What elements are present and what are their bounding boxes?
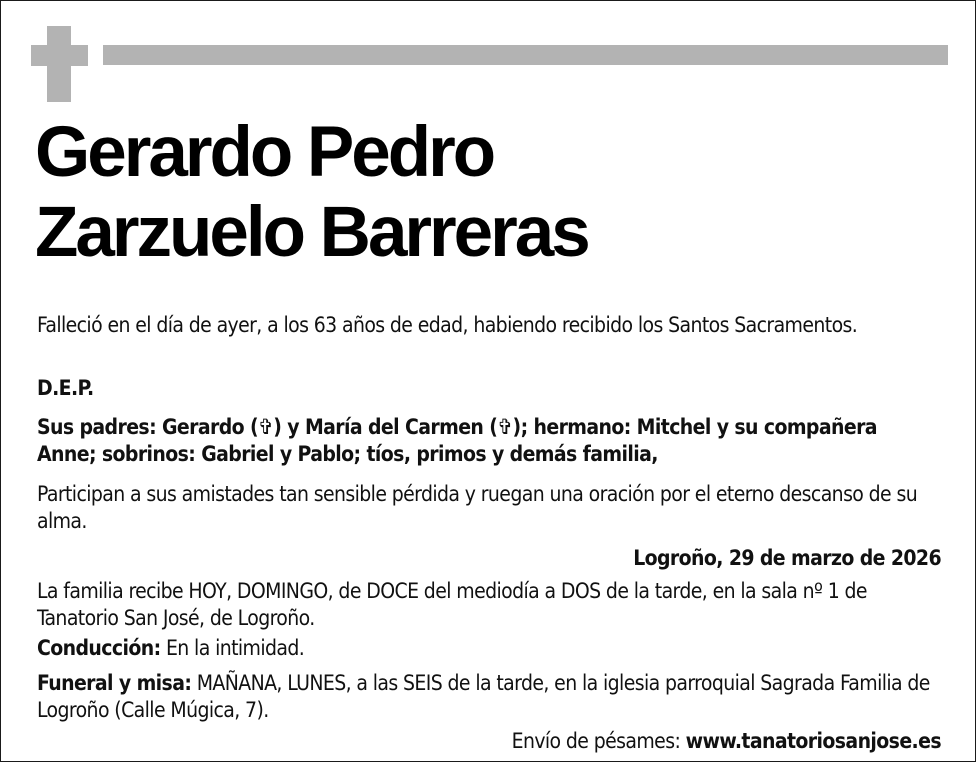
deceased-name	[35, 113, 965, 273]
condolences-link[interactable]: www.tanatoriosanjose.es	[685, 729, 941, 753]
conduction-paragraph	[37, 635, 941, 662]
header-rule	[103, 45, 948, 65]
condolences-line	[37, 728, 941, 755]
cross-symbol-icon: ✞	[497, 415, 513, 439]
funeral-value: MAÑANA, LUNES, a las SEIS de la tarde, en la iglesia parroquial Sagrada Familia de Logroño (Calle Múgica, 7).	[37, 671, 930, 722]
funeral-paragraph	[37, 670, 941, 724]
visitation-paragraph: La familia recibe HOY, DOMINGO, de DOCE del mediodía a DOS de la tarde, en la sala nº 1 de Tanatorio San José, de Logroño.	[37, 579, 867, 630]
place-date: Logroño, 29 de marzo de 2026	[633, 546, 941, 570]
cross-icon-bar	[31, 45, 88, 66]
family-paragraph	[37, 414, 941, 468]
deceased-name-line-1: Gerardo Pedro	[35, 113, 494, 192]
dep-label: D.E.P.	[37, 376, 94, 400]
cross-symbol-icon: ✞	[258, 415, 274, 439]
condolences-label: Envío de pésames:	[511, 729, 686, 753]
conduction-label: Conducción:	[37, 636, 161, 660]
family-text-b: ) y María del Carmen (	[273, 415, 498, 439]
deceased-name-line-2: Zarzuelo Barreras	[35, 193, 588, 272]
intro-paragraph: Falleció en el día de ayer, a los 63 años de edad, habiendo recibido los Santos Sacramentos.	[37, 313, 858, 337]
participate-paragraph: Participan a sus amistades tan sensible pérdida y ruegan una oración por el eterno descanso de su alma.	[37, 482, 918, 533]
funeral-label: Funeral y misa:	[37, 671, 192, 695]
family-text-c: ); hermano: Mitchel y su compañera Anne; sobrinos: Gabriel y Pablo; tíos, primos y demás familia,	[37, 415, 877, 466]
conduction-value: En la intimidad.	[160, 636, 305, 660]
family-text-a: Sus padres: Gerardo (	[37, 415, 259, 439]
